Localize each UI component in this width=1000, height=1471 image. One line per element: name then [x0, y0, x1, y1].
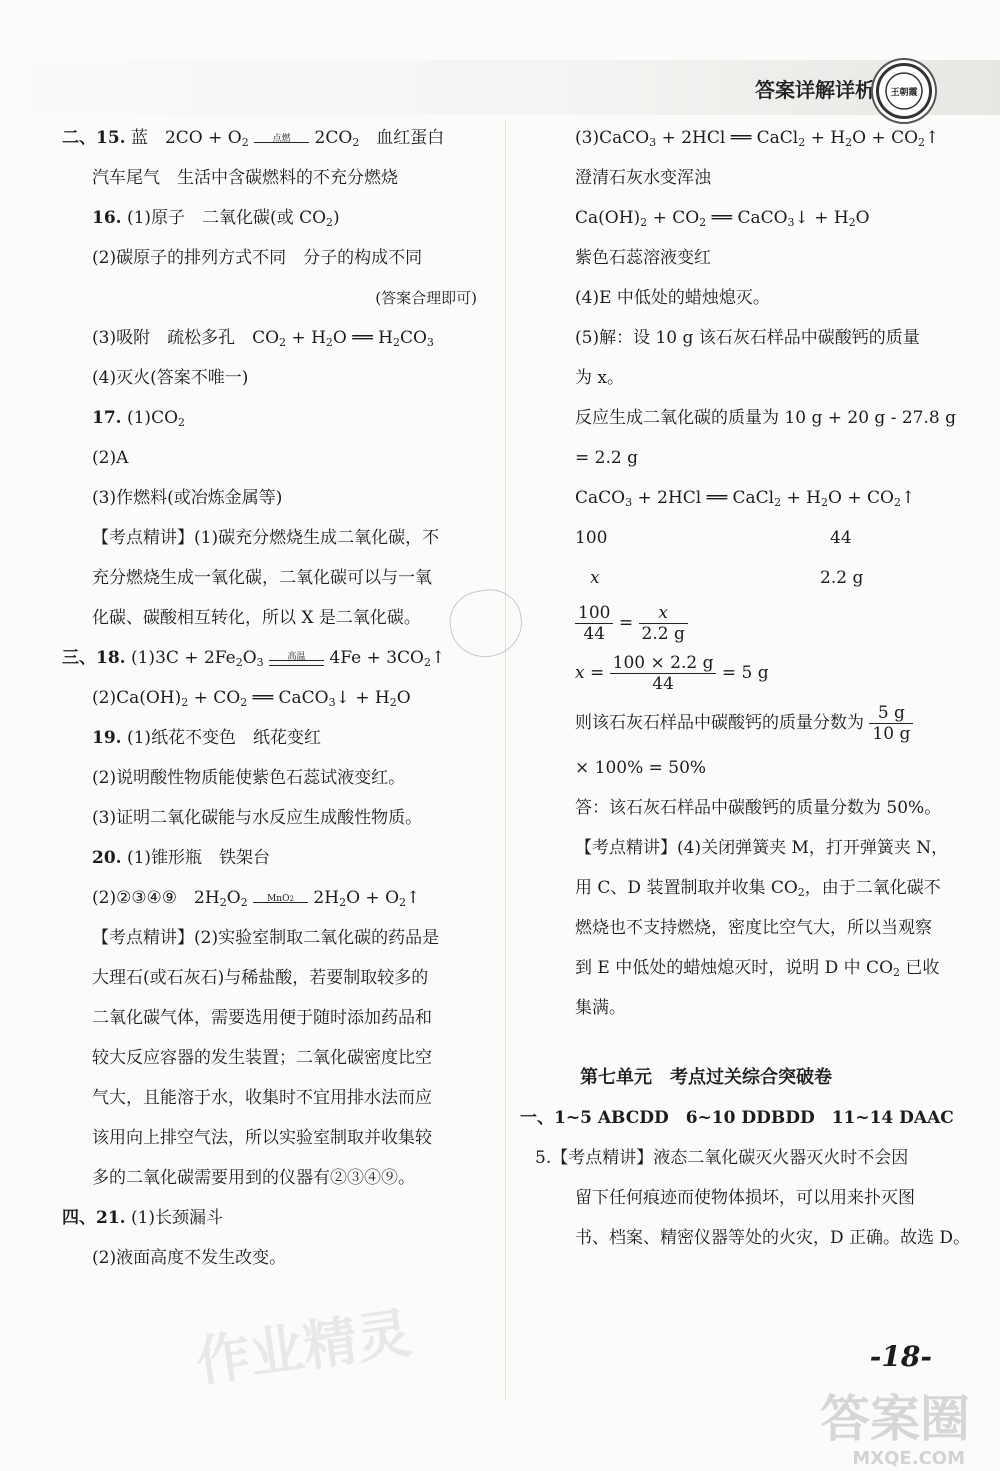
- spacer: [575, 1028, 945, 1058]
- answer-line: 紫色石蕊溶液变红: [575, 248, 711, 268]
- explanation-line: 到 E 中低处的蜡烛熄灭时，说明 D 中 $CO_2$ 已收: [575, 958, 940, 979]
- svg-text:王朝霞: 王朝霞: [890, 88, 918, 98]
- answer-line: (2)说明酸性物质能使紫色石蕊试液变红。: [92, 768, 406, 788]
- equation-ratio-line: 100 44: [575, 528, 852, 548]
- answer-line: (5)解：设 10 g 该石灰石样品中碳酸钙的质量: [575, 328, 920, 348]
- answer-line: × 100% = 50%: [575, 758, 707, 778]
- proportion-line: $\frac{100}{44}$ = $\frac{x}{2.2 g}$: [575, 598, 945, 648]
- answer-line: 20. (1)锥形瓶 铁架台: [92, 848, 271, 868]
- answer-line: 16. (1)原子 二氧化碳(或 $CO_2$): [92, 208, 340, 229]
- answer-line: $(2)Ca(OH)_2 + CO_2$ ══ CaCO$_3$↓ + $H_2O$: [92, 688, 411, 709]
- answer-line: 反应生成二氧化碳的质量为 10 g + 20 g - 27.8 g: [575, 408, 956, 428]
- explanation-line: 气大，且能溶于水，收集时不宜用排水法而应: [92, 1088, 432, 1108]
- explanation-line: 用 C、D 装置制取并收集 $CO_2$，由于二氧化碳不: [575, 878, 941, 899]
- equation-ratio-line: x 2.2 g: [590, 568, 864, 588]
- answer-line: (4)E 中低处的蜡烛熄灭。: [575, 288, 770, 308]
- answer-line: 三、18. $(1)3C + 2Fe_2O_3$ 高温 $4Fe + 3CO_2↑$: [62, 648, 446, 669]
- explanation-line: 【考点精讲】(1)碳充分燃烧生成二氧化碳，不: [92, 528, 440, 548]
- explanation-line: 充分燃烧生成一氧化碳，二氧化碳可以与一氧: [92, 568, 432, 588]
- explanation-line: 该用向上排空气法，所以实验室制取并收集较: [92, 1128, 432, 1148]
- answer-line: (2)碳原子的排列方式不同 分子的构成不同: [92, 248, 423, 268]
- answer-line: (2)A: [92, 448, 129, 468]
- left-column: [62, 118, 482, 1278]
- publisher-logo-icon: [876, 63, 932, 119]
- answer-line: (2)液面高度不发生改变。: [92, 1248, 287, 1268]
- answer-line: 17. $(1)CO_2$: [92, 408, 186, 429]
- answer-key-line: 一、1~5 ABCDD 6~10 DDBDD 11~14 DAAC: [520, 1108, 954, 1128]
- explanation-line: 集满。: [575, 998, 626, 1018]
- solution-line: x = $\frac{100 \times 2.2 g}{44}$ = 5 g: [575, 653, 769, 694]
- answer-line: 则该石灰石样品中碳酸钙的质量分数为 $\frac{5 g}{10 g}$: [575, 698, 945, 748]
- explanation-line: 【考点精讲】(2)实验室制取二氧化碳的药品是: [92, 928, 440, 948]
- answer-line: = 2.2 g: [575, 448, 638, 468]
- explanation-line: 燃烧也不支持燃烧，密度比空气大，所以当观察: [575, 918, 932, 938]
- section-title: 第七单元 考点过关综合突破卷: [580, 1067, 832, 1088]
- equation-line: CaCO$_3$ + 2HCl ══ CaCl$_2$ + $H_2O$ + $CO_2↑$: [575, 488, 916, 509]
- answer-line: (4)灭火(答案不唯一): [92, 368, 249, 388]
- watermark-text: 作业精灵: [192, 1301, 415, 1394]
- answer-line: 二、15. 蓝 $2CO + O_2$ 点燃 $2CO_2$ 血红蛋白: [62, 128, 445, 149]
- explanation-line: 化碳、碳酸相互转化，所以 X 是二氧化碳。: [92, 608, 421, 628]
- explanation-line: 多的二氧化碳需要用到的仪器有②③④⑨。: [92, 1168, 415, 1188]
- column-divider: [505, 120, 506, 1400]
- answer-line: 为 x。: [575, 368, 624, 388]
- answer-line: 四、21. (1)长颈漏斗: [62, 1208, 224, 1228]
- answer-line: (3)吸附 疏松多孔 $CO_2 + H_2O$ ══ $H_2CO_3$: [92, 328, 434, 349]
- explanation-line: 二氧化碳气体，需要选用便于随时添加药品和: [92, 1008, 432, 1028]
- header-title: 答案详解详析: [755, 78, 875, 102]
- explanation-line: 大理石(或石灰石)与稀盐酸，若要制取较多的: [92, 968, 429, 988]
- answer-line: $Ca(OH)_2 + CO_2$ ══ CaCO$_3$↓ + $H_2O$: [575, 208, 870, 229]
- answer-note: (答案合理即可): [375, 289, 477, 307]
- answer-line: (3)证明二氧化碳能与水反应生成酸性物质。: [92, 808, 423, 828]
- explanation-line: 【考点精讲】(4)关闭弹簧夹 M，打开弹簧夹 N，: [575, 838, 949, 858]
- explanation-line: 较大反应容器的发生装置；二氧化碳密度比空: [92, 1048, 432, 1068]
- answer-line: (3)CaCO$_3$ + 2HCl ══ CaCl$_2$ + $H_2O$ + $CO_2↑$: [575, 128, 940, 149]
- answer-line: 19. (1)纸花不变色 纸花变红: [92, 728, 322, 748]
- explanation-line: 留下任何痕迹而使物体损坏，可以用来扑灭图: [575, 1188, 915, 1208]
- answer-line: (3)作燃料(或冶炼金属等): [92, 488, 283, 508]
- page-number: -18-: [869, 1340, 932, 1373]
- answer-line: 答：该石灰石样品中碳酸钙的质量分数为 50%。: [575, 798, 942, 818]
- explanation-line: 书、档案、精密仪器等处的火灾，D 正确。故选 D。: [575, 1228, 971, 1248]
- answer-line: 澄清石灰水变浑浊: [575, 168, 711, 188]
- explanation-line: 5.【考点精讲】液态二氧化碳灭火器灭火时不会因: [535, 1148, 909, 1168]
- answer-line: 汽车尾气 生活中含碳燃料的不充分燃烧: [92, 168, 398, 188]
- right-column: [520, 118, 971, 1258]
- answer-line: (2)②③④⑨ $2H_2O_2$ MnO2 $2H_2O$ + $O_2↑$: [92, 888, 421, 909]
- watermark-url: MXQE.COM: [852, 1448, 965, 1469]
- watermark-brand: 答案圈: [820, 1390, 970, 1448]
